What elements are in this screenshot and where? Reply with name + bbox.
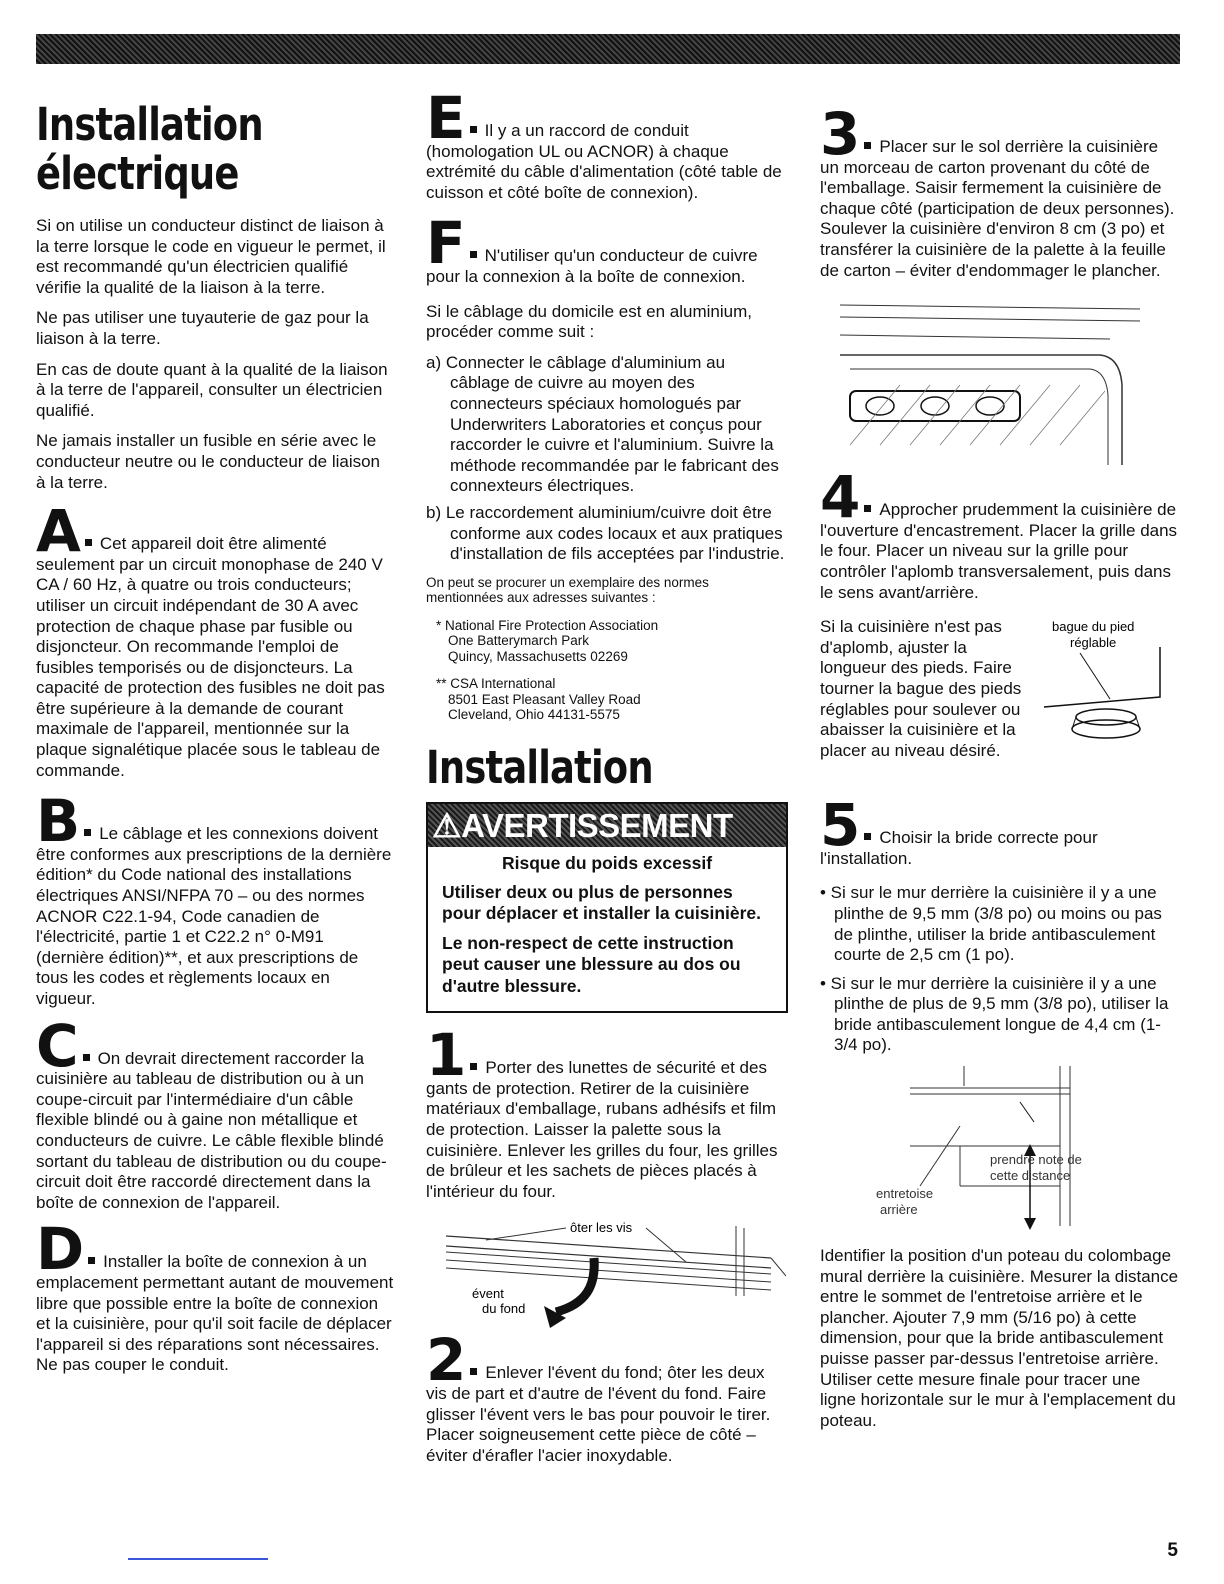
list-item: • Si sur le mur derrière la cuisinière il y a une plinthe de plus de 9,5 mm (3/8 po), utiliser la bride antibasculement longue de 4,4 cm (1-3/4 po). [820,973,1169,1055]
label-spacer: entretoise [876,1186,934,1202]
step-d: D Installer la boîte de connexion à un emplacement permettant autant de mouvement libre que possible entre la boîte de connexion et la cuisinière, pour qu'il soit facile de déplacer l'appareil si des réparations sont nécessaires. Ne pas couper le conduit. [36,1215,394,1375]
header-bar [36,34,1180,64]
warning-box [426,802,788,1014]
paragraph: Ne jamais installer un fusible en série avec le conducteur neutre ou le conducteur de liaison à la terre. [36,431,381,492]
column-right [820,100,1180,1441]
warning-text: Le non-respect de cette instruction peut causer une blessure au dos ou d'autre blessure. [442,932,741,996]
list-item: a) Connecter le câblage d'aluminium au câblage de cuivre au moyen des connecteurs spéciaux homologués par Underwriters Laboratories et conçus pour raccorder le cuivre et l'aluminium. Suivre la méthode recommandée par le fabricant des connexteurs électriques. [426,352,779,496]
paragraph: Ne pas utiliser une tuyauterie de gaz pour la liaison à la terre. [36,308,369,348]
leveling-block [820,617,1180,797]
paragraph: Identifier la position d'un poteau du colombage mural derrière la cuisinière. Mesurer la distance entre le sommet de l'entretoise arrière et le plancher. Ajouter 7,9 mm (5/16 po) à cette dimension, pour que la bride antibasculement puisse passer par-dessus l'entretoise arrière. Utiliser cette mesure finale pour tracer une ligne horizontale sur le mur à l'emplacement du poteau. [820,1246,1179,1430]
column-middle [426,84,788,1480]
footer-line [128,1558,268,1560]
paragraph: Si la cuisinière n'est pas d'aplomb, ajuster la longueur des pieds. Faire tourner la bague des pieds réglables pour soulever ou abaisser la cuisinière et la placer au niveau désiré. [820,617,1022,760]
paragraph: En cas de doute quant à la qualité de la liaison à la terre de l'appareil, consulter un électricien qualifié. [36,359,388,420]
list-item: b) Le raccordement aluminium/cuivre doit être conforme aux codes locaux et aux pratiques d'installation de fils acceptées par l'industrie. [426,502,785,564]
warning-text: Utiliser deux ou plus de personnes pour déplacer et installer la cuisinière. [442,881,762,924]
label-ring: bague du pied [1052,619,1135,635]
section-title-electrical: Installation électrique [36,98,263,200]
vent-diagram [426,1216,786,1328]
step-4: 4 Approcher prudemment la cuisinière de l'ouverture d'encastrement. Placer la grille dans le four. Placer un niveau sur la grille pour contrôler l'aplomb transversalement, puis dans le sens avant/arrière. [820,463,1178,602]
step-c: C On devrait directement raccorder la cuisinière au tableau de distribution ou à un coupe-circuit par l'intermédiaire d'un câble flexible blindé ou à gaine non métallique et conducteurs de cuivre. Le câble flexible blindé sortant du tableau de distribution ou du coupe-circuit doit être raccordé directement dans la boîte de connexion de l'appareil. [36,1011,387,1212]
column-electrical [36,100,394,1390]
leveling-foot-diagram [1036,617,1166,757]
label-rear: arrière [880,1202,918,1218]
level-diagram [820,295,1140,465]
list-item: • Si sur le mur derrière la cuisinière il y a une plinthe de 9,5 mm (3/8 po) ou moins ou pas de plinthe, utiliser la bride antibasculement courte de 2,5 cm (1 po). [820,883,1162,965]
warning-header: ⚠AVERTISSEMENT [428,804,786,847]
step-2: 2 Enlever l'évent du fond; ôter les deux vis de part et d'autre de l'évent du fond. Faire glisser l'évent vers le bas pour pouvoir le tirer. Placer soigneusement cette pièce de côté – éviter d'érafler l'acier inoxydable. [426,1326,771,1465]
warning-risk: Risque du poids excessif [501,852,713,873]
label-vent: évent [472,1286,504,1302]
step-5: 5 Choisir la bride correcte pour l'installation. [820,791,1098,868]
paragraph: Si le câblage du domicile est en aluminium, procéder comme suit : [426,301,753,342]
address-csa: ** CSA International 8501 East Pleasant Valley Road Cleveland, Ohio 44131-5575 [436,676,641,723]
paragraph: Si on utilise un conducteur distinct de liaison à la terre lorsque le code en vigueur le permet, il est recommandé qu'un électricien qualifié vérifie la qualité de la liaison à la terre. [36,216,386,297]
rear-spacer-diagram [820,1066,1120,1236]
page-number: 5 [1167,1540,1178,1561]
label-distance: cette distance [990,1168,1071,1184]
bracket-list [820,883,1180,1056]
step-f: F N'utiliser qu'un conducteur de cuivre pour la connexion à la boîte de connexion. [426,209,758,286]
label-note: prendre note de [990,1152,1082,1168]
section-title-installation: Installation [426,740,653,794]
norms-note: On peut se procurer un exemplaire des normes mentionnées aux adresses suivantes : [426,574,709,606]
address-nfpa: * National Fire Protection Association One Batterymarch Park Quincy, Massachusetts 02269 [436,617,659,664]
step-3: 3 Placer sur le sol derrière la cuisinière un morceau de carton provenant du côté de l'emballage. Saisir fermement la cuisinière de chaque côté (participation de deux personnes). Soulever la cuisinière d'environ 8 cm (3 po) et transférer la cuisinière de la palette à la feuille de carton – éviter d'endommager le plancher. [820,100,1175,280]
label-screws: ôter les vis [570,1220,633,1236]
step-1: 1 Porter des lunettes de sécurité et des gants de protection. Retirer de la cuisinière matériaux d'emballage, rubans adhésifs et film de protection. Laisser la palette sous la cuisinière. Enlever les grilles du four, les grilles de brûleur et les sachets de pièces placés à l'intérieur du four. [426,1021,778,1201]
step-a: A Cet appareil doit être alimenté seulement par un circuit monophase de 240 V CA / 60 Hz, à quatre ou trois conducteurs; utiliser un circuit indépendant de 30 A avec protection de chaque phase par fusible ou disjoncteur. On recommande l'emploi de fusibles temporisés ou de disjoncteurs. La capacité de protection des fusibles ne doit pas être supérieure à la demande de courant maximale de l'appareil, mentionnée sur la plaque signalétique placée sous le tableau de commande. [36,497,385,780]
arrow-icon [556,1258,594,1312]
label-vent-bottom: du fond [482,1301,526,1317]
step-e: E Il y a un raccord de conduit (homologation UL ou ACNOR) à chaque extrémité du câble d'alimentation (côté table de cuisson et côté boîte de connexion). [426,84,782,202]
step-b: B Le câblage et les connexions doivent être conformes aux prescriptions de la dernière édition* du Code national des installations électriques ANSI/NFPA 70 – ou des normes ACNOR C22.1-94, Code canadien de l'électricité, partie 1 et C22.2 n° 0-M91 (dernière édition)**, et aux prescriptions de tous les codes et règlements locaux en vigueur. [36,787,392,1008]
aluminium-list [426,353,788,565]
label-adjustable: réglable [1070,635,1117,651]
